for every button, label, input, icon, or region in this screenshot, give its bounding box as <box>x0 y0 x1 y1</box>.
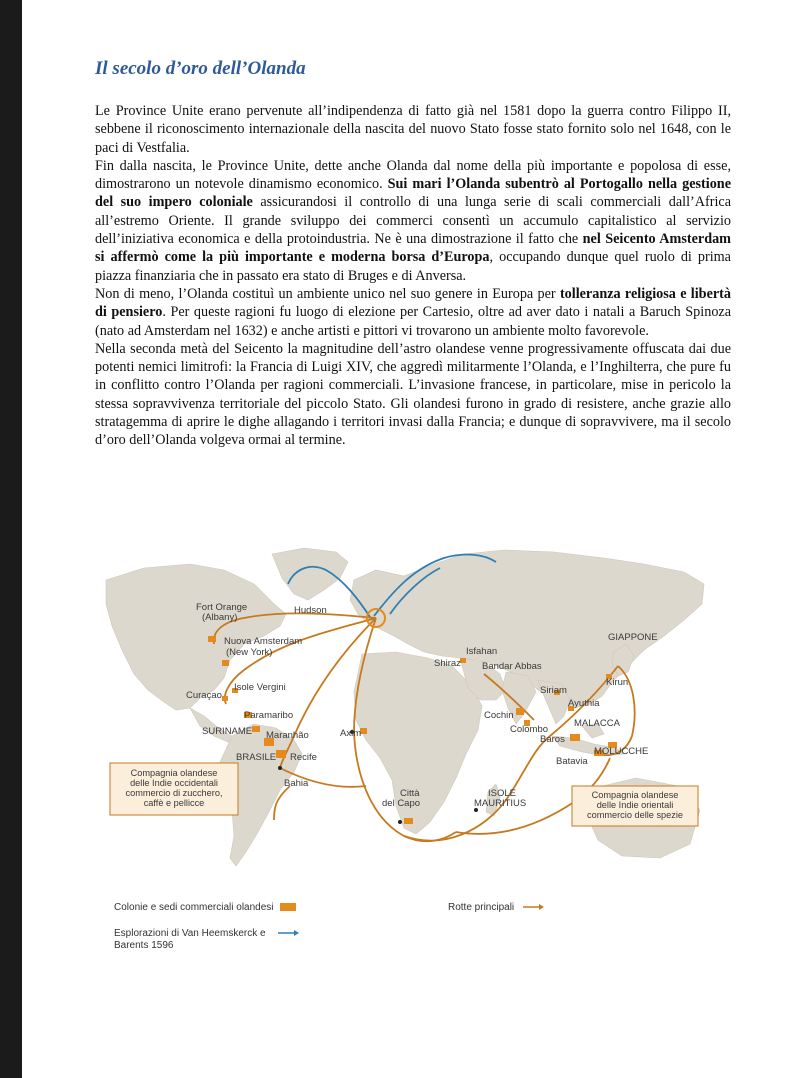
label-baros: Baros <box>540 734 565 745</box>
colony-cochin <box>516 708 524 715</box>
label-kirun: Kirun <box>606 677 629 688</box>
label-bahia: Bahia <box>284 778 309 789</box>
label-axim: Axim <box>340 728 362 739</box>
colony-suriname <box>252 726 260 732</box>
box-west-line-3: commercio di zucchero, <box>125 788 223 798</box>
label-ayuthia: Ayuthia <box>568 698 600 709</box>
box-west-line-4: caffè e pellicce <box>143 798 205 808</box>
colony-capo <box>404 818 413 824</box>
text-run: Fin dalla nascita, le Province Unite, dette anche Olanda dal nome della più importante e popolosa di esse, dimostrarono un notevole dinamismo economico. <box>95 157 731 193</box>
box-east-line-3: commercio delle spezie <box>587 810 683 820</box>
trade-routes-map <box>104 540 710 886</box>
label-isole-vergini: Isole Vergini <box>234 682 286 693</box>
legend-explore <box>114 928 300 952</box>
bold-text: tolleranza religiosa e libertà di pensiero <box>95 285 731 321</box>
colony-malacca <box>570 734 580 741</box>
paragraph <box>95 285 731 340</box>
label-curacao: Curaçao <box>186 690 222 701</box>
label-citta-del-capo-1: Città <box>400 788 420 799</box>
text-run: Non di meno, l’Olanda costituì un ambiente unico nel suo genere in Europa per <box>95 285 560 302</box>
label-hudson: Hudson <box>294 605 327 616</box>
paragraph <box>95 340 731 450</box>
box-west-line-1: Compagnia olandese <box>130 768 218 778</box>
legend-routes <box>448 902 545 913</box>
text-run: , occupando dunque quel ruolo di prima piazza finanziaria che in passato era stato di Bruges e di Anversa. <box>95 249 731 284</box>
colony-fort-orange <box>208 636 216 642</box>
label-bandar-abbas: Bandar Abbas <box>482 661 542 672</box>
legend-explore-arrow-icon <box>274 929 300 937</box>
label-fort-orange: Fort Orange <box>196 602 248 613</box>
legend-routes-arrow-icon <box>523 903 545 911</box>
label-malacca: MALACCA <box>574 718 620 729</box>
page-title: Il secolo d’oro dell’Olanda <box>95 58 306 79</box>
legend-colonies-swatch <box>280 903 296 911</box>
box-west-india-company <box>110 763 238 815</box>
paragraph <box>95 102 731 157</box>
label-molucche: MOLUCCHE <box>594 746 649 757</box>
text-run: assicurandosi il controllo di una lunga serie di scali commerciali dall’Africa all’estremo Oriente. Il grande sviluppo dei commerci consentì un accumulo capitalistico al servizio dell’iniziativa economica e della protoindustria. Ne è una dimostrazione il fatto che <box>95 194 731 248</box>
legend-explore-label-1: Esplorazioni di Van Heemskerck e <box>114 928 266 939</box>
text-run: Le Province Unite erano pervenute all’indipendenza di fatto già nel 1581 dopo la guerra contro Filippo II, sebbene il riconoscimento internazionale della nascita del nuovo Stato fosse stato fornito solo nel 1648, con le paci di Vestfalia. <box>95 103 731 156</box>
dot-capo <box>398 820 402 824</box>
box-east-india-company <box>572 786 698 826</box>
left-dark-margin <box>0 0 22 1078</box>
label-isole: ISOLE <box>488 788 516 799</box>
box-east-line-2: delle Indie orientali <box>596 800 674 810</box>
legend-colonies <box>114 902 296 913</box>
bold-text: nel Seicento Amsterdam si affermò come la più importante e moderna borsa d’Europa <box>95 231 731 266</box>
colony-brasile <box>276 750 286 758</box>
label-mauritius: MAURITIUS <box>474 798 527 809</box>
body-text <box>95 102 731 450</box>
text-run: . Per queste ragioni fu luogo di elezione per Cartesio, oltre ad aver dato i natali a Baruch Spinoza (nato ad Amsterdam nel 1632) e anche artisti e pittori vi trovarono un ambiente molto favorevole. <box>95 304 732 339</box>
label-nuova-amsterdam: Nuova Amsterdam <box>224 636 303 647</box>
label-maranhao: Maranhão <box>266 730 309 741</box>
label-colombo: Colombo <box>510 724 549 735</box>
bold-text: Sui mari l’Olanda subentrò al Portogallo nella gestione del suo impero coloniale <box>95 176 731 211</box>
legend-routes-label: Rotte principali <box>448 902 515 913</box>
label-albany: (Albany) <box>202 612 238 623</box>
label-paramaribo: Paramaribo <box>244 710 294 721</box>
colony-curacao <box>222 696 228 701</box>
label-citta-del-capo-2: del Capo <box>382 798 421 809</box>
label-shiraz: Shiraz <box>434 658 461 669</box>
label-suriname: SURINAME <box>202 726 253 737</box>
label-giappone: GIAPPONE <box>608 632 658 643</box>
label-isfahan: Isfahan <box>466 646 498 657</box>
box-west-line-2: delle Indie occidentali <box>130 778 218 788</box>
label-recife: Recife <box>290 752 317 763</box>
legend-colonies-label: Colonie e sedi commerciali olandesi <box>114 902 274 913</box>
text-run: Nella seconda metà del Seicento la magnitudine dell’astro olandese venne progressivamente offuscata dai due potenti nemici limitrofi: la Francia di Luigi XIV, che aggredì militarmente l’Olanda, e l’Inghilterra, che pure fu in conflitto contro l’Olanda per ragioni commerciali. L’invasione francese, in particolare, mise in pericolo la stessa sopravvivenza territoriale del piccolo Stato. Gli olandesi furono in grado di resistere, anche grazie allo stratagemma di aprire le dighe allagando i territori invasi dalla Francia; e dunque di sopravvivere, ma il secolo d’oro dell’Olanda volgeva ormai al termine. <box>95 340 731 449</box>
document-page <box>95 58 731 450</box>
box-east-line-1: Compagnia olandese <box>591 790 679 800</box>
label-batavia: Batavia <box>556 756 588 767</box>
label-new-york: (New York) <box>226 647 273 658</box>
paragraph <box>95 157 731 285</box>
label-brasile: BRASILE <box>236 752 277 763</box>
dot-recife <box>278 766 282 770</box>
legend-explore-label-2: Barents 1596 <box>114 940 174 951</box>
label-cochin: Cochin <box>484 710 514 721</box>
label-siriam: Siriam <box>540 685 567 696</box>
colony-nuova-amsterdam <box>222 660 229 666</box>
